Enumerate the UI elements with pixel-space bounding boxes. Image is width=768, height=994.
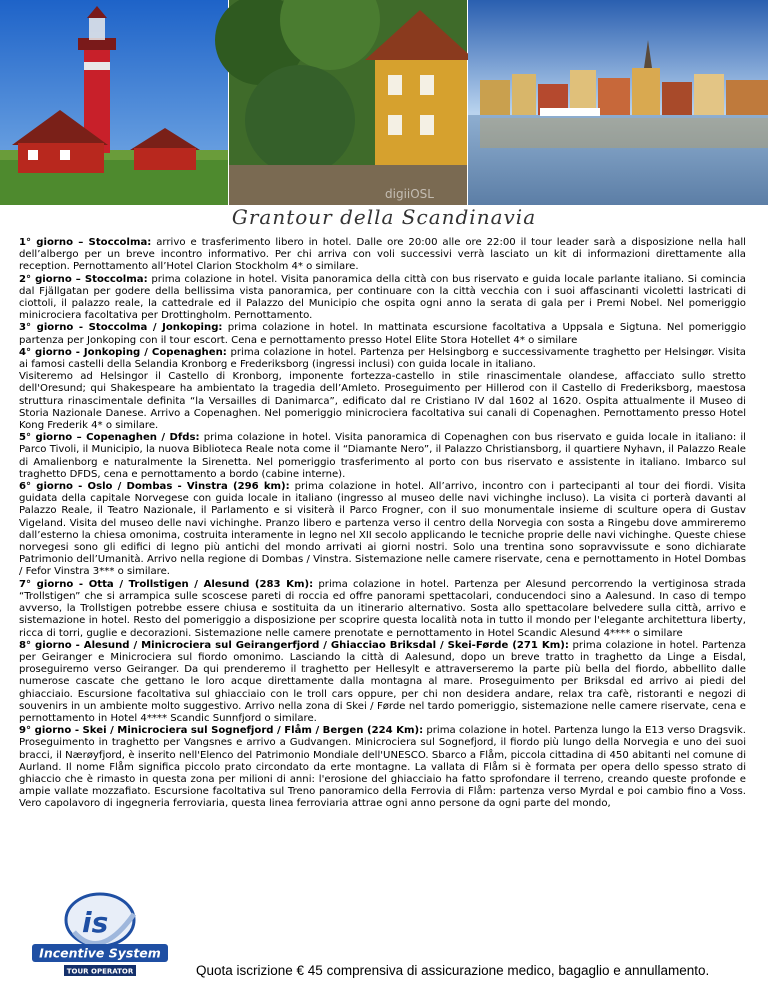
logo-initials: is <box>82 906 109 939</box>
day-8 <box>19 640 746 725</box>
logo-icon <box>30 892 170 978</box>
day-3 <box>19 322 746 346</box>
header-photo-strip <box>0 0 768 205</box>
day-heading: 9° giorno - Skei / Minicrociera sul Sognefjord / Flåm / Bergen (224 Km): <box>19 725 424 737</box>
day-text: Visiteremo ad Helsingor il Castello di Kronborg, imponente fortezza-castello in stile rinascimentale olandese, affacciato sullo stretto dell'Oresund; qui Shakespeare ha ambientato la tragedia dell’Amleto. Proseguimento per Hillerod con il Castello di Frederiksborg, maestosa struttura rinascimentale definita “la Versailles di Danimarca”, edificato dal re Cristiano IV dal 1602 al 1620. Ospita attualmente il Museo di Storia Nazionale Danese. Arrivo a Copenaghen. Nel pomeriggio minicrociera facoltativa sui canali di Copenaghen. Pernottamento presso Hotel Kong Frederik 4* o similare. <box>19 371 746 432</box>
day-7 <box>19 579 746 640</box>
day-2 <box>19 274 746 323</box>
day-9 <box>19 725 746 810</box>
day-heading: 5° giorno – Copenaghen / Dfds: <box>19 432 200 444</box>
day-heading: 4° giorno - Jonkoping / Copenaghen: <box>19 346 227 358</box>
day-heading: 6° giorno - Oslo / Dombas - Vinstra (296 km): <box>19 481 290 493</box>
incentive-system-logo <box>30 892 170 978</box>
day-text: arrivo e trasferimento libero in hotel. Dalle ore 20:00 alle ore 22:00 il tour leader sarà a disposizione nella hall dell’albergo per un breve incontro informativo. Per chi arriva con voli successivi verrà lasciato un kit di informazioni direttamente alla reception. Pernottamento all’Hotel Clarion Stockholm 4* o similare. <box>19 237 746 273</box>
day-text: prima colazione in hotel. Partenza lungo la E13 verso Dragsvik. Proseguimento in traghetto per Vangsnes e arrivo a Gudvangen. Minicrociera sul Sognefjord, il fiordo più lungo della Norvegia e uno dei suoi bracci, il Nærøyfjord, è inserito nell'Elenco del Patrimonio Mondiale dell'UNESCO. Sbarco a Flåm, piccola cittadina di 450 abitanti nel comune di Aurland. Il nome Flåm significa piccolo prato circondato da erte montagne. La vallata di Flåm si è formata per opera dello spesso strato di ghiaccio che è rimasto in questa zona per milioni di anni: l'erosione del ghiacciaio ha fatto sprofondare il terreno, creando queste profonde e ampie vallate mozzafiato. Escursione facoltativa sul Treno panoramico della Ferrovia di Flåm: partenza verso Myrdal e poi cambio fino a Voss. Vero capolavoro di ingegneria ferroviaria, questa linea ferroviaria attrae ogni anno persone da ogni parte del mondo, <box>19 725 746 810</box>
registration-fee-note: Quota iscrizione € 45 comprensiva di assicurazione medico, bagaglio e annullamento. <box>196 963 710 978</box>
logo-text: Incentive System <box>39 945 161 961</box>
day-text: prima colazione in hotel. In mattinata escursione facoltativa a Uppsala e Sigtuna. Nel pomeriggio partenza per Jonkoping con il tour escort. Cena e pernottamento presso Hotel Elite Stora Hotellet 4* o similare <box>19 322 746 346</box>
village-photo <box>215 0 475 205</box>
day-4-continued <box>19 371 746 432</box>
day-5 <box>19 432 746 481</box>
day-text: prima colazione in hotel. Partenza per Geiranger e Minicrociera sul fiordo omonimo. Lasciando la città di Aalesund, dopo un breve tratto in traghetto da Linge a Eisdal, proseguiremo verso Geiranger. Da qui prenderemo il traghetto per Hellesylt e attraverseremo la parte più bella del fiordo, abbellito dalle numerose cascate che gettano le loro acque direttamente dalla montagna al mare. Proseguimento per Briksdal ed arrivo ai piedi del ghiacciaio. Escursione facoltativa sul ghiacciaio con le troll cars oppure, per chi non desidera andare, relax tra cafè, ristoranti e negozi di souvenirs in un ambiente molto suggestivo. Arrivo nella zona di Skei / Førde nel tardo pomeriggio, sistemazione nelle camere riservate, cena e pernottamento in Hotel 4**** Scandic Sunnfjord o similare. <box>19 639 747 724</box>
page-title: Grantour della Scandinavia <box>231 205 537 229</box>
lighthouse-photo <box>0 0 228 205</box>
day-1 <box>19 237 746 274</box>
photo-collage <box>0 0 768 205</box>
day-text: prima colazione in hotel. Visita panoramica della città con bus riservato e guida locale parlante italiano. Si comincia dal Fjällgatan per godere della bellissima vista panoramica, per continuare con la città vecchia con i suoi affascinanti vicoletti lastricati di ciottoli, il palazzo reale, la cattedrale ed il Palazzo del Municipio che ospita ogni anno la serata di gala per i Premi Nobel. Nel pomeriggio minicrociera facoltativa per Drottingholm. Pernottamento. <box>19 273 746 322</box>
day-text: prima colazione in hotel. Visita panoramica di Copenaghen con bus riservato e guida locale in italiano: il Parco Tivoli, il Municipio, la nuova Biblioteca Reale nota come il “Diamante Nero”, il Palazzo Christiansborg, il quartiere Nyhavn, il Palazzo Reale di Amalienborg e naturalmente la Sirenetta. Nel pomeriggio trasferimento al porto con bus riservato e assistente in italiano. Imbarco sul traghetto DFDS, cena e pernottamento a bordo (cabine interne). <box>19 432 746 480</box>
stockholm-photo <box>468 0 768 205</box>
day-text: prima colazione in hotel. All’arrivo, incontro con i partecipanti al tour dei fiordi. Visita guidata della capitale Norvegese con guida locale in italiano (ingresso al museo delle navi vichinghe incluso). La visita ci porterà davanti al Palazzo Reale, il Teatro Nazionale, il Parlamento e si visiterà il Parco Frogner, con il suo monumentale insieme di sculture opera di Gustav Vigeland. Visita del museo delle navi vichinghe. Pranzo libero e partenza verso il centro della Norvegia con sosta a Ringebu dove ammireremo dall’esterno la chiesa omonima, costruita interamente in legno nel XII secolo applicando le tecniche proprie delle navi vichinghe. Queste chiese norvegesi sono gli edifici di legno più antichi del mondo arrivati ai giorni nostri. Solo una trentina sono sopravvissute e sono dichiarate Patrimonio dell’Umanità. Arrivo nella regione di Dombas / Vinstra. Sistemazione nelle camere riservate, cena e pernottamento in Hotel Dombas / Fefor Vinstra 3*** o similare. <box>19 481 746 578</box>
logo-subtitle: TOUR OPERATOR <box>66 967 134 976</box>
day-text: prima colazione in hotel. Partenza per Helsingborg e successivamente traghetto per Helsingør. Visita ai famosi castelli della Selandia Kronborg e Frederiksborg (ingressi inclusi) con guida locale in italiano. <box>19 346 746 371</box>
day-text: prima colazione in hotel. Partenza per Alesund percorrendo la vertiginosa strada “Trollstigen” che si arrampica sulle scoscese pareti di roccia ed offre panorami spettacolari, conducendoci sino a Aalesund. In caso di tempo avverso, la Trollstigen potrebbe essere chiusa e sostituita da un itinerario alternativo. Sosta allo spettacolare belvedere sulla città, arrivo e sistemazione in hotel. Resto del pomeriggio a disposizione per scoprire questa località nota in tutto il mondo per l'elegante architettura liberty, ricca di torri, guglie e decorazioni. Sistemazione nelle camere prenotate e pernottamento in Hotel Scandic Alesund 4**** o similare <box>19 578 746 639</box>
day-heading: 1° giorno – Stoccolma: <box>19 237 152 248</box>
day-heading: 8° giorno - Alesund / Minicrociera sul Geirangerfjord / Ghiacciao Briksdal / Skei-Førde (271 Km): <box>19 639 569 651</box>
day-heading: 2° giorno – Stoccolma: <box>19 273 148 285</box>
day-heading: 7° giorno - Otta / Trollstigen / Alesund (283 Km): <box>19 578 314 590</box>
day-6 <box>19 481 746 579</box>
day-4 <box>19 347 746 371</box>
itinerary-body <box>19 237 746 811</box>
photo-watermark: digiiOSL <box>385 187 434 201</box>
day-heading: 3° giorno - Stoccolma / Jonkoping: <box>19 322 223 334</box>
